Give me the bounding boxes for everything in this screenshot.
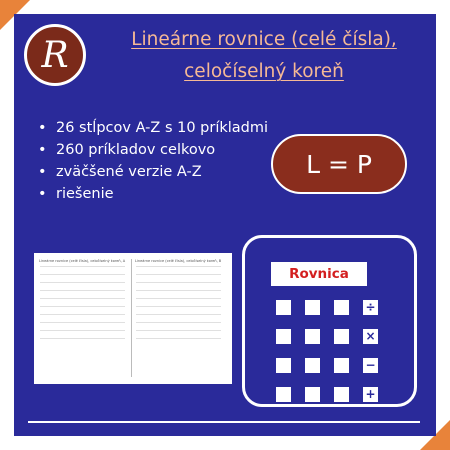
brand-logo <box>24 24 86 86</box>
preview-divider <box>131 259 132 377</box>
title-line-2: celočíselný koreň <box>184 61 344 82</box>
minus-icon: − <box>363 358 378 373</box>
calculator-key <box>334 358 349 373</box>
divide-icon: ÷ <box>363 300 378 315</box>
calculator-key <box>276 329 291 344</box>
bottom-rule <box>28 421 420 423</box>
feature-list <box>34 118 284 206</box>
calculator-keypad <box>276 300 378 402</box>
calculator-display <box>271 262 367 286</box>
main-panel <box>14 14 436 436</box>
preview-column-left <box>40 266 125 346</box>
calculator-key <box>276 358 291 373</box>
calculator-key <box>334 300 349 315</box>
calculator-key <box>276 300 291 315</box>
preview-heading-right: Lineárne rovnice (celé čísla), celočíselný koreň, B <box>135 259 222 263</box>
feature-item: • 260 príkladov celkovo <box>34 140 284 160</box>
logo-letter: R <box>41 34 69 76</box>
calculator-display-text: Rovnica <box>289 266 349 282</box>
preview-heading-left: Lineárne rovnice (celé čísla), celočíselný koreň, A <box>39 259 126 263</box>
calculator-key <box>334 329 349 344</box>
calculator-key <box>305 300 320 315</box>
page-title <box>94 24 434 88</box>
calculator-key <box>334 387 349 402</box>
calculator-key <box>276 387 291 402</box>
calculator-key <box>305 358 320 373</box>
plus-icon: + <box>363 387 378 402</box>
calculator-illustration <box>242 235 417 407</box>
feature-item: • 26 stĺpcov A-Z s 10 príkladmi <box>34 118 284 138</box>
title-line-1: Lineárne rovnice (celé čísla), <box>131 29 397 50</box>
preview-column-right <box>136 266 221 346</box>
feature-item: • zväčšené verzie A-Z <box>34 162 284 182</box>
equation-text: L = P <box>306 149 372 179</box>
calculator-key <box>305 387 320 402</box>
calculator-key <box>305 329 320 344</box>
equation-badge <box>271 134 407 194</box>
worksheet-preview <box>34 253 232 384</box>
feature-item: • riešenie <box>34 184 284 204</box>
multiply-icon: × <box>363 329 378 344</box>
